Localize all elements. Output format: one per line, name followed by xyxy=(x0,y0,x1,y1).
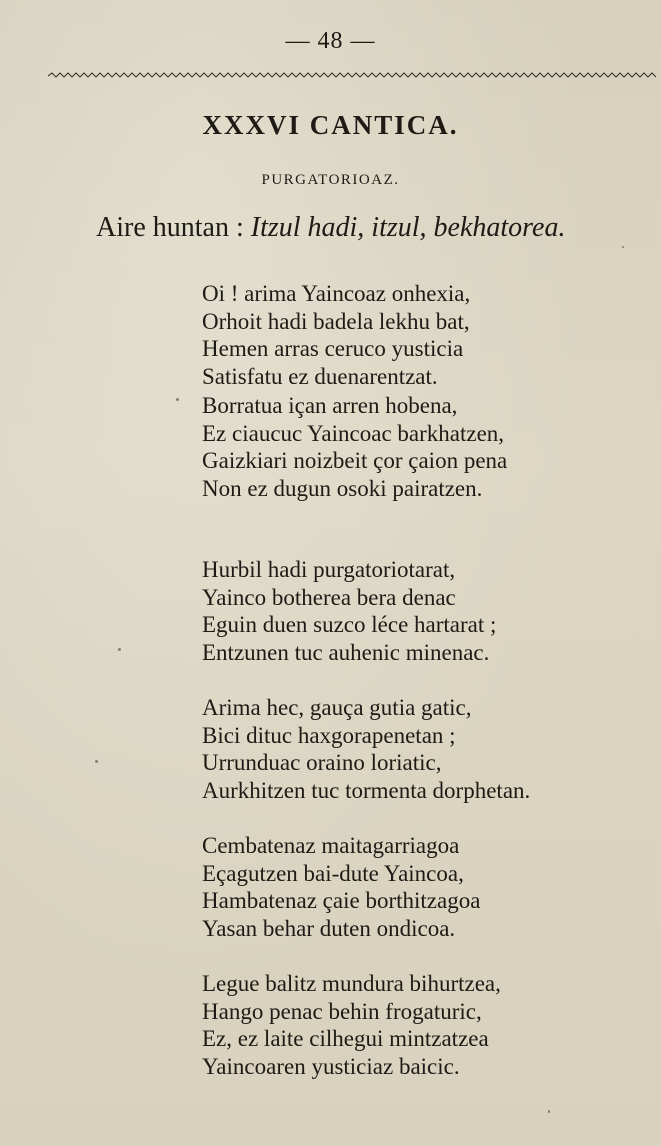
melody-prefix: Aire huntan : xyxy=(96,212,244,243)
verse-line: Yasan behar duten ondicoa. xyxy=(202,915,456,941)
verse-line: Non ez dugun osoki pairatzen. xyxy=(202,475,483,501)
verse-line: Hemen arras ceruco yusticia xyxy=(202,336,464,361)
verse-line: Gaizkiari noizbeit çor çaion pena xyxy=(202,448,508,473)
chapter-title: XXXVI CANTICA. xyxy=(202,110,459,140)
verse-line: Legue balitz mundura bihurtzea, xyxy=(202,971,501,996)
paper-speck xyxy=(118,648,121,651)
verse-line: Arima hec, gauça gutia gatic, xyxy=(202,695,472,720)
verse-line: Eçagutzen bai-dute Yaincoa, xyxy=(202,860,464,886)
stanza-5 xyxy=(202,832,622,942)
stanza-4 xyxy=(202,694,622,804)
verse-line: Hambatenaz çaie borthitzagoa xyxy=(202,888,481,913)
verse-line: Oi ! arima Yaincoaz onhexia, xyxy=(202,281,471,306)
verse-line: Hurbil hadi purgatoriotarat, xyxy=(202,557,456,582)
paper-speck xyxy=(95,760,98,763)
ornamental-rule xyxy=(48,70,656,82)
verse-line: Cembatenaz maitagarriagoa xyxy=(202,833,460,858)
stanza-1 xyxy=(202,280,622,390)
melody-tune: Itzul hadi, itzul, bekhatorea. xyxy=(250,212,566,243)
subtitle: PURGATORIOAZ. xyxy=(261,172,400,188)
verse-line: Ez ciaucuc Yaincoac barkhatzen, xyxy=(202,420,505,446)
verse-line: Borratua içan arren hobena, xyxy=(202,393,458,418)
verse-line: Yainco botherea bera denac xyxy=(202,584,456,610)
paper-speck xyxy=(176,398,179,401)
verse-line: Eguin duen suzco léce hartarat ; xyxy=(202,612,497,637)
verse-line: Orhoit hadi badela lekhu bat, xyxy=(202,308,470,334)
verse-line: Hango penac behin frogaturic, xyxy=(202,998,482,1024)
melody-line xyxy=(96,212,656,244)
verse-line: Aurkhitzen tuc tormenta dorphetan. xyxy=(202,777,531,803)
stanza-3 xyxy=(202,556,622,666)
paper-speck xyxy=(622,246,624,248)
zigzag-line xyxy=(48,73,656,77)
verse-line: Urrunduac oraino loriatic, xyxy=(202,750,442,775)
verse-line: Yaincoaren yusticiaz baicic. xyxy=(202,1053,460,1079)
stanza-2 xyxy=(202,392,622,502)
page-number: — 48 — xyxy=(285,28,376,54)
paper-speck xyxy=(548,1110,550,1113)
stanza-6 xyxy=(202,970,622,1080)
verse-line: Entzunen tuc auhenic minenac. xyxy=(202,639,490,665)
verse-line: Bici dituc haxgorapenetan ; xyxy=(202,722,456,748)
verse-line: Ez, ez laite cilhegui mintzatzea xyxy=(202,1026,489,1051)
verse-line: Satisfatu ez duenarentzat. xyxy=(202,363,438,389)
